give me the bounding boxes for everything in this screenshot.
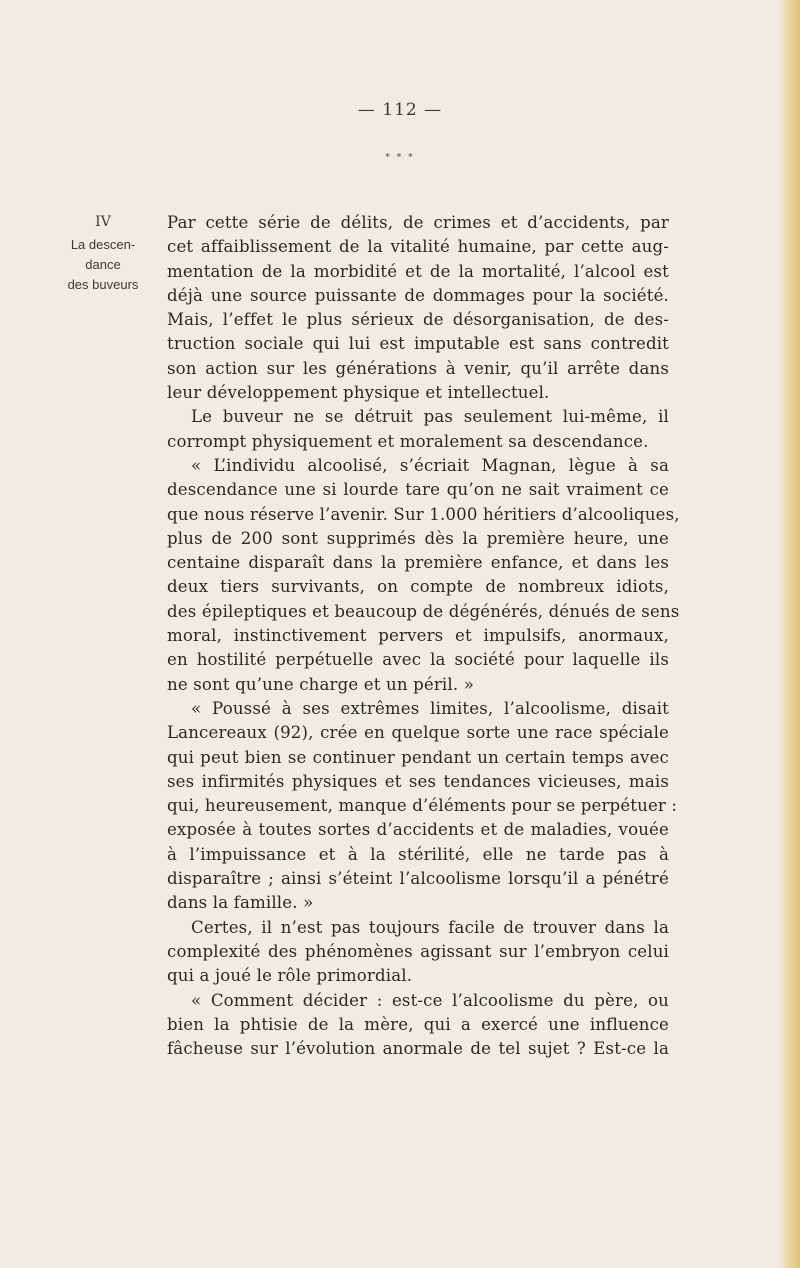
text-line: « L’individu alcoolisé, s’écriait Magnan, lègue à sa: [191, 455, 669, 475]
text-line: fâcheuse sur l’évolution anormale de tel sujet ? Est-ce la: [167, 1039, 669, 1059]
text-line: dans la famille. »: [167, 893, 314, 913]
text-line: deux tiers survivants, on compte de nombreux idiots,: [167, 577, 669, 597]
text-line: bien la phtisie de la mère, qui a exercé une influence: [167, 1014, 669, 1034]
text-line: mentation de la morbidité et de la mortalité, l’alcool est: [167, 261, 669, 281]
text-line: à l’impuissance et à la stérilité, elle ne tarde pas à: [167, 844, 669, 864]
text-line: Mais, l’effet le plus sérieux de désorganisation, de des-: [167, 310, 669, 330]
text-line: descendance une si lourde tare qu’on ne sait vraiment ce: [167, 480, 669, 500]
text-line: plus de 200 sont supprimés dès la première heure, une: [167, 528, 669, 548]
text-line: moral, instinctivement pervers et impulsifs, anormaux,: [167, 626, 669, 646]
marginal-note: [48, 212, 158, 295]
text-line: Certes, il n’est pas toujours facile de trouver dans la: [191, 917, 669, 937]
text-line: qui, heureusement, manque d’éléments pour se perpétuer :: [167, 796, 678, 816]
marginal-chapter-number: IV: [95, 214, 111, 230]
text-line: Le buveur ne se détruit pas seulement lui-même, il: [191, 407, 669, 427]
text-line: des épileptiques et beaucoup de dégénérés, dénués de sens: [167, 601, 680, 621]
page-edge: [778, 0, 800, 1268]
text-line: que nous réserve l’avenir. Sur 1.000 héritiers d’alcooliques,: [167, 504, 680, 524]
text-line: centaine disparaît dans la première enfance, et dans les: [167, 553, 669, 573]
text-line: ne sont qu’une charge et un péril. »: [167, 674, 474, 694]
marginal-note-line: dance: [85, 257, 121, 272]
text-line: déjà une source puissante de dommages pour la société.: [167, 285, 669, 305]
section-asterism: [0, 152, 800, 165]
text-line: Par cette série de délits, de crimes et d’accidents, par: [167, 213, 669, 232]
text-line: son action sur les générations à venir, qu’il arrête dans: [167, 358, 669, 378]
asterism-glyphs: * * *: [385, 153, 415, 163]
marginal-note-line: des buveurs: [67, 277, 139, 292]
text-line: ses infirmités physiques et ses tendances vicieuses, mais: [167, 771, 669, 791]
body-text: [167, 211, 680, 1061]
text-line: leur développement physique et intellectuel.: [167, 383, 550, 403]
text-line: en hostilité perpétuelle avec la société pour laquelle ils: [167, 650, 669, 670]
text-line: truction sociale qui lui est imputable est sans contredit: [167, 334, 669, 354]
text-line: qui a joué le rôle primordial.: [167, 966, 413, 986]
text-line: disparaître ; ainsi s’éteint l’alcoolisme lorsqu’il a pénétré: [167, 869, 669, 889]
text-line: « Comment décider : est-ce l’alcoolisme du père, ou: [191, 990, 669, 1010]
marginal-note-line: La descen-: [70, 237, 136, 252]
text-line: qui peut bien se continuer pendant un certain temps avec: [167, 747, 669, 767]
text-line: complexité des phénomènes agissant sur l’embryon celui: [167, 941, 669, 961]
page-number: — 112 —: [357, 100, 443, 120]
text-line: Lancereaux (92), crée en quelque sorte une race spéciale: [167, 723, 669, 743]
text-line: exposée à toutes sortes d’accidents et de maladies, vouée: [167, 820, 669, 840]
text-line: corrompt physiquement et moralement sa descendance.: [167, 431, 649, 451]
text-line: « Poussé à ses extrêmes limites, l’alcoolisme, disait: [191, 698, 669, 718]
text-line: cet affaiblissement de la vitalité humaine, par cette aug-: [167, 237, 669, 257]
